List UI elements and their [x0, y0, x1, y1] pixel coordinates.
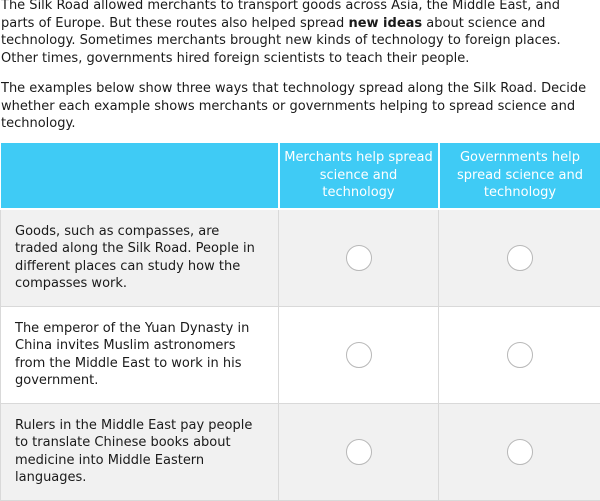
- choice-cell: [439, 306, 600, 403]
- row-prompt: Goods, such as compasses, are traded along the Silk Road. People in different places can study how the compasses work.: [1, 209, 279, 306]
- radio-merchants-row-1[interactable]: [346, 245, 372, 271]
- header-merchants: Merchants help spread science and technology: [279, 143, 439, 209]
- table-row: [1, 209, 600, 306]
- intro-paragraph-1: [1, 0, 591, 67]
- radio-merchants-row-2[interactable]: [346, 342, 372, 368]
- intro-text-end: about science and technology. Sometimes merchants brought new kinds of technology to foreign places. Other times, governments hired foreign scientists to teach their people.: [1, 16, 561, 66]
- intro-text-start: The Silk Road allowed merchants to transport goods across Asia, the Middle East, and parts of Europe. But these routes also helped spread: [1, 0, 560, 31]
- row-prompt: The emperor of the Yuan Dynasty in China invites Muslim astronomers from the Middle East to work in his government.: [1, 306, 279, 403]
- choice-cell: [439, 403, 600, 500]
- header-blank: [1, 143, 279, 209]
- intro-bold-phrase: new ideas: [348, 16, 422, 31]
- radio-governments-row-2[interactable]: [507, 342, 533, 368]
- header-governments: Governments help spread science and technology: [439, 143, 600, 209]
- choice-cell: [279, 306, 439, 403]
- table-header-row: [1, 143, 600, 209]
- radio-merchants-row-3[interactable]: [346, 439, 372, 465]
- sorting-table: [0, 143, 600, 501]
- radio-governments-row-3[interactable]: [507, 439, 533, 465]
- choice-cell: [279, 209, 439, 306]
- choice-cell: [439, 209, 600, 306]
- table-row: [1, 306, 600, 403]
- intro-paragraph-2: The examples below show three ways that technology spread along the Silk Road. Decide whether each example shows merchants or governments helping to spread science and technology.: [1, 80, 591, 133]
- table-row: [1, 403, 600, 500]
- choice-cell: [279, 403, 439, 500]
- radio-governments-row-1[interactable]: [507, 245, 533, 271]
- row-prompt: Rulers in the Middle East pay people to translate Chinese books about medicine into Middle Eastern languages.: [1, 403, 279, 500]
